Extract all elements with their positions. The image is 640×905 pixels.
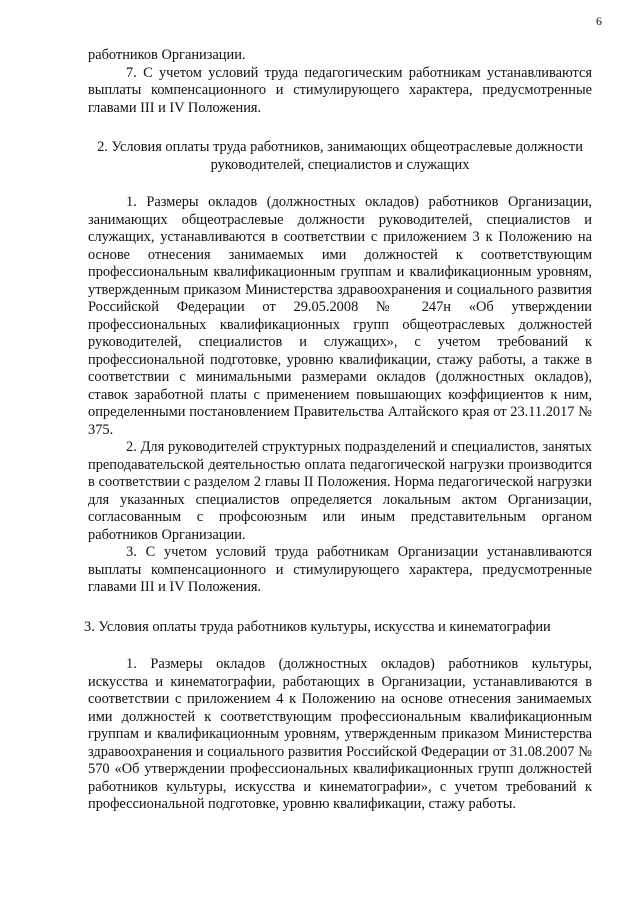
section-2-paragraph-2: 2. Для руководителей структурных подразделений и специалистов, занятых преподавательской деятельностью оплата педагогической нагрузки производится в соответствии с разделом 2 главы II Положения. Норма педагогической нагрузки для указанных специалистов определяется локальным актом Организации, согласованным с профсоюзным или иным представительным органом работников Организации. [88,439,592,543]
page-number: 6 [596,14,602,28]
paragraph-continuation: работников Организации. [88,47,246,63]
section-2-heading: 2. Условия оплаты труда работников, занимающих общеотраслевые должности руководителей, специалистов и служащих [97,139,583,173]
document-body [84,47,592,814]
section-3-paragraph-1: 1. Размеры окладов (должностных окладов) работников культуры, искусства и кинематографии, работающих в Организации, устанавливаются в соответствии с приложением 4 к Положению на основе отнесения занимаемых ими должностей к соответствующим профессиональным квалификационным группам и квалификационным уровням, утвержденным приказом Министерства здравоохранения и социального развития Российской Федерации от 31.08.2007 № 570 «Об утверждении профессиональных квалификационных групп должностей работников культуры, искусства и кинематографии», с учетом требований к профессиональной подготовке, уровню квалификации, стажу работы. [88,656,592,812]
paragraph-item-7: 7. С учетом условий труда педагогическим работникам устанавливаются выплаты компенсационного и стимулирующего характера, предусмотренные главами III и IV Положения. [88,64,592,116]
section-3-heading: 3. Условия оплаты труда работников культуры, искусства и кинематографии [84,618,551,635]
section-2-paragraph-1: 1. Размеры окладов (должностных окладов) работников Организации, занимающих общеотраслевые должности руководителей, специалистов и служащих, устанавливаются в соответствии с приложением 3 к Положению на основе отнесения занимаемых ими должностей к соответствующим профессиональным квалификационным группам и квалификационным уровням, утвержденным приказом Министерства здравоохранения и социального развития Российской Федерации от 29.05.2008 № 247н «Об утверждении профессиональных квалификационных групп общеотраслевых должностей руководителей, специалистов и служащих», с учетом требований к профессиональной подготовке, уровню квалификации, стажу работы, а также в соответствии с минимальными размерами окладов (должностных окладов), ставок заработной платы с применением повышающих коэффициентов к ним, определенными постановлением Правительства Алтайского края от 23.11.2017 № 375. [88,194,592,438]
section-2-paragraph-3: 3. С учетом условий труда работникам Организации устанавливаются выплаты компенсационного и стимулирующего характера, предусмотренные главами III и IV Положения. [88,544,592,595]
